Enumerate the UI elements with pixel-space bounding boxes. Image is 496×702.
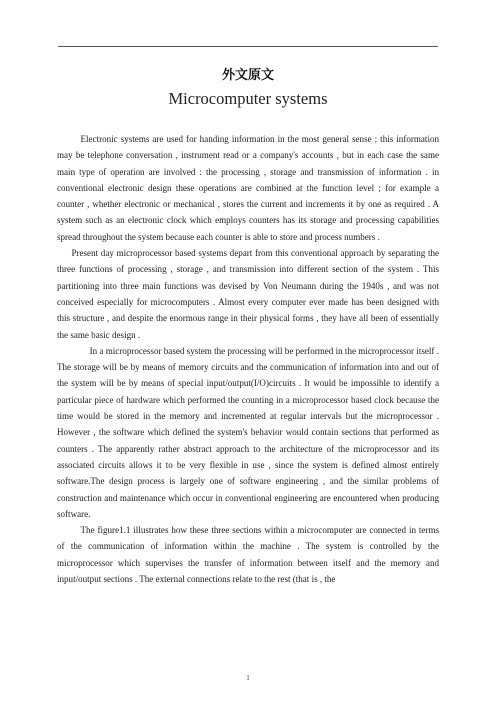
header-rule <box>58 46 438 47</box>
paragraph: Present day microprocessor based systems depart from this conventional approach by separating the three functions of processing , storage , and transmission into different section of the system . This partitioning into three main functions was devised by Von Neumann during the 1940s , and was not conceived especially for microcomputers . Almost every computer ever made has been designed with this structure , and despite the enormous range in their physical forms , they have all been of essentially the same basic design . <box>57 248 439 340</box>
page-number: 1 <box>246 674 250 682</box>
paragraph: The figure1.1 illustrates how these three sections within a microcomputer are connected in terms of the communication of information within the machine . The system is controlled by the microprocessor which supervises the transfer of information between itself and the memory and input/output sections . The external connections relate to the rest (that is , the <box>57 525 439 585</box>
english-title: Microcomputer systems <box>168 89 328 108</box>
document-body <box>57 131 439 587</box>
paragraph: Electronic systems are used for handing information in the most general sense ; this information may be telephone conversation , instrument read or a company's accounts , but in each case the same main type of operation are involved : the processing , storage and transmission of information . in conventional electronic design these operations are combined at the function level ; for example a counter , whether electronic or mechanical , stores the current and increments it by one as required . A system such as an electronic clock which employs counters has its storage and processing capabilities spread throughout the system because each counter is able to store and process numbers . <box>57 134 439 242</box>
paragraph: In a microprocessor based system the processing will be performed in the microprocessor itself . The storage will be by means of memory circuits and the communication of information into and out of the system will be by means of special input/output(I/O)circuits . It would be impossible to identify a particular piece of hardware which performed the counting in a microprocessor based clock because the time would be stored in the memory and incremented at regular intervals but the microprocessor . However , the software which defined the system's behavior would contain sections that performed as counters . The apparently rather abstract approach to the architecture of the microprocessor and its associated circuits allows it to be very flexible in use , since the system is defined almost entirely software.The design process is largely one of software engineering , and the similar problems of construction and maintenance which occur in conventional engineering are encountered when producing software. <box>57 345 439 519</box>
chinese-heading: 外文原文 <box>221 68 274 83</box>
